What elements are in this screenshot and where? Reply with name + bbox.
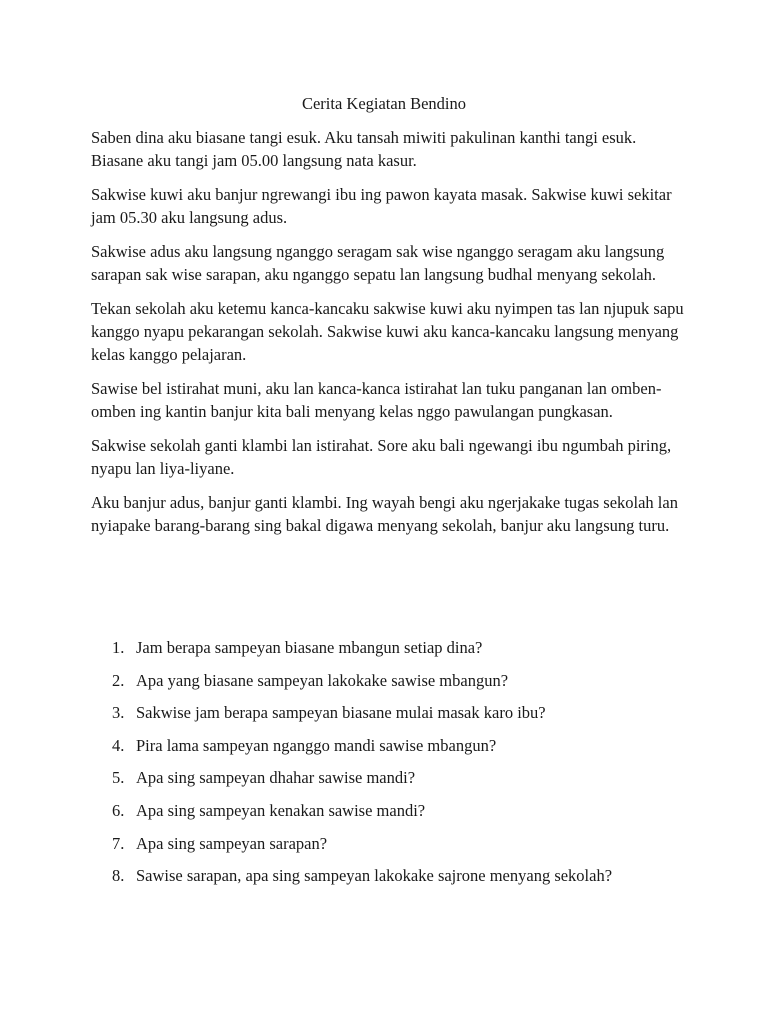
story-paragraph-4: Tekan sekolah aku ketemu kanca-kancaku sakwise kuwi aku nyimpen tas lan njupuk sapu kanggo nyapu pekarangan sekolah. Sakwise kuwi aku kanca-kancaku langsung menyang kelas kanggo pelajaran. bbox=[91, 299, 684, 364]
story-paragraph-5: Sawise bel istirahat muni, aku lan kanca-kanca istirahat lan tuku panganan lan omben-omben ing kantin banjur kita bali menyang kelas nggo pawulangan pungkasan. bbox=[91, 379, 662, 421]
question-text: Apa sing sampeyan sarapan? bbox=[136, 833, 328, 853]
story-paragraph-1: Saben dina aku biasane tangi esuk. Aku tansah miwiti pakulinan kanthi tangi esuk. Biasane aku tangi jam 05.00 langsung nata kasur. bbox=[91, 128, 637, 170]
question-number: 4. bbox=[112, 735, 125, 755]
question-text: Apa sing sampeyan kenakan sawise mandi? bbox=[136, 800, 426, 820]
story-body bbox=[91, 126, 691, 548]
question-item-7 bbox=[91, 832, 711, 865]
question-text: Jam berapa sampeyan biasane mbangun setiap dina? bbox=[136, 638, 483, 657]
question-text: Apa yang biasane sampeyan lakokake sawise mbangun? bbox=[136, 670, 509, 690]
document-title: Cerita Kegiatan Bendino bbox=[301, 94, 467, 113]
question-item-2 bbox=[91, 669, 711, 702]
question-text: Apa sing sampeyan dhahar sawise mandi? bbox=[136, 768, 416, 788]
question-text: Sakwise jam berapa sampeyan biasane mulai masak karo ibu? bbox=[136, 703, 546, 723]
question-number: 3. bbox=[112, 703, 125, 723]
question-item-8 bbox=[91, 864, 711, 897]
question-text: Pira lama sampeyan nganggo mandi sawise mbangun? bbox=[136, 735, 497, 755]
story-paragraph-7: Aku banjur adus, banjur ganti klambi. Ing wayah bengi aku ngerjakake tugas sekolah lan nyiapake barang-barang sing bakal digawa menyang sekolah, banjur aku langsung turu. bbox=[91, 493, 678, 535]
question-item-3 bbox=[91, 701, 711, 734]
question-number: 1. bbox=[112, 638, 125, 657]
question-number: 7. bbox=[112, 833, 125, 853]
question-list bbox=[91, 636, 711, 897]
question-item-6 bbox=[91, 799, 711, 832]
question-number: 6. bbox=[112, 800, 125, 820]
question-number: 5. bbox=[112, 768, 125, 788]
question-number: 8. bbox=[112, 866, 125, 886]
story-paragraph-3: Sakwise adus aku langsung nganggo seragam sak wise nganggo seragam aku langsung sarapan sak wise sarapan, aku nganggo sepatu lan langsung budhal menyang sekolah. bbox=[91, 242, 665, 284]
question-item-1 bbox=[91, 636, 711, 669]
question-text: Sawise sarapan, apa sing sampeyan lakokake sajrone menyang sekolah? bbox=[136, 866, 613, 886]
question-item-4 bbox=[91, 734, 711, 767]
question-item-5 bbox=[91, 766, 711, 799]
question-number: 2. bbox=[112, 670, 125, 690]
story-paragraph-6: Sakwise sekolah ganti klambi lan istirahat. Sore aku bali ngewangi ibu ngumbah piring, nyapu lan liya-liyane. bbox=[91, 436, 672, 478]
story-paragraph-2: Sakwise kuwi aku banjur ngrewangi ibu ing pawon kayata masak. Sakwise kuwi sekitar jam 05.30 aku langsung adus. bbox=[91, 185, 672, 227]
